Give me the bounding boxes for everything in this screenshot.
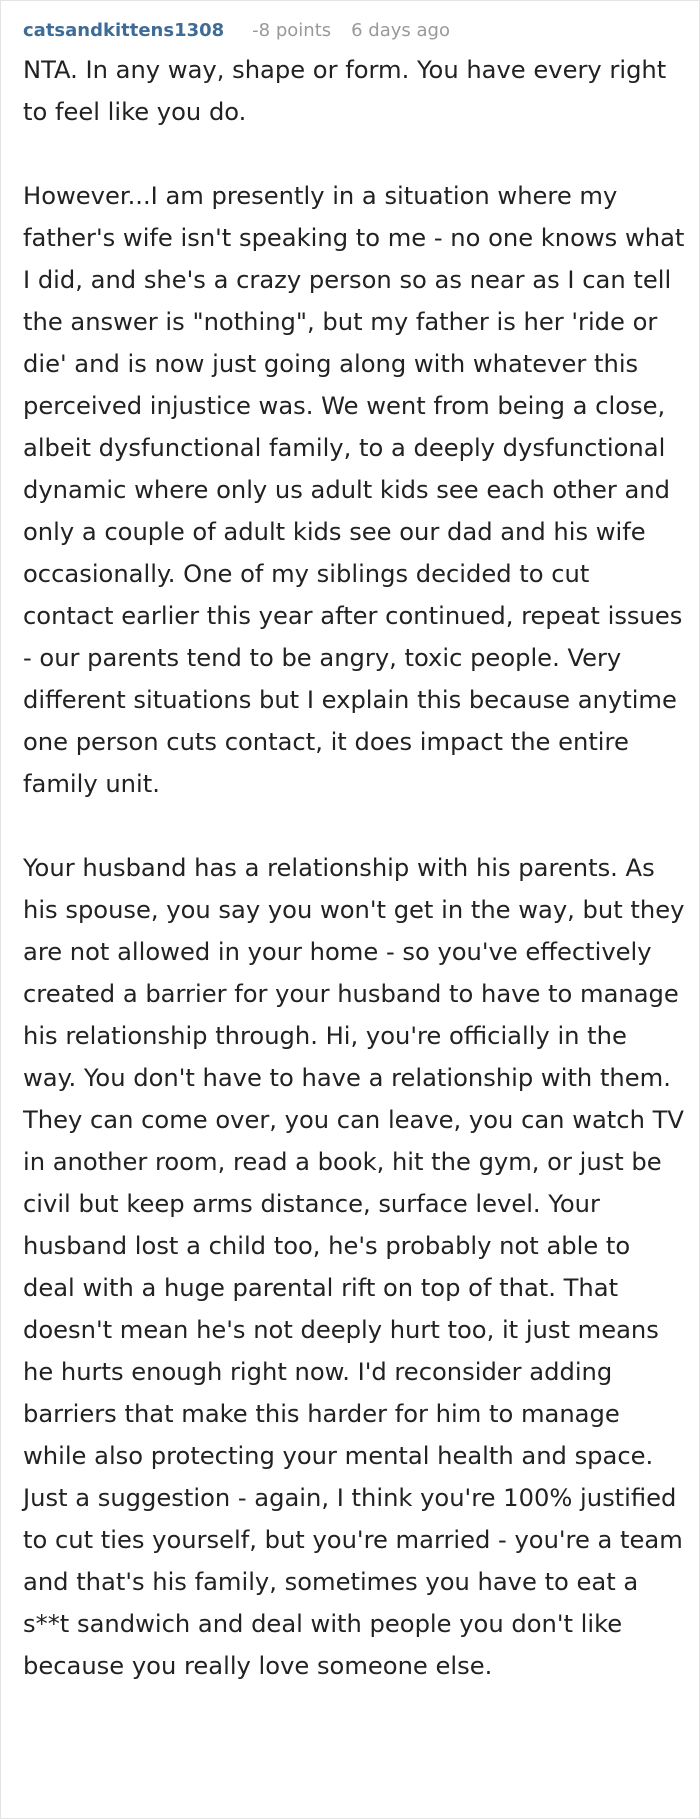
- comment-points: -8 points: [252, 20, 332, 41]
- comment-timestamp: 6 days ago: [351, 20, 450, 41]
- comment-paragraph-2: However...I am presently in a situation where my father's wife isn't speaking to me - no one knows what I did, and she's a crazy person so as near as I can tell the answer is "nothing", but my father is her 'ride or die' and is now just going along with whatever this perceived injustice was. We went from being a close, albeit dysfunctional family, to a deeply dysfunctional dynamic where only us adult kids see each other and only a couple of adult kids see our dad and his wife occasionally. One of my siblings decided to cut contact earlier this year after continued, repeat issues - our parents tend to be angry, toxic people. Very different situations but I explain this because anytime one person cuts contact, it does impact the entire family unit.: [23, 182, 685, 798]
- comment-body: [23, 49, 687, 1687]
- comment-paragraph-1: NTA. In any way, shape or form. You have every right to feel like you do.: [23, 56, 667, 126]
- comment-meta: [23, 19, 450, 43]
- comment-author-link[interactable]: catsandkittens1308: [23, 20, 225, 41]
- comment-paragraph-3: Your husband has a relationship with his parents. As his spouse, you say you won't get in the way, but they are not allowed in your home - so you've effectively created a barrier for your husband to have to manage his relationship through. Hi, you're officially in the way. You don't have to have a relationship with them. They can come over, you can leave, you can watch TV in another room, read a book, hit the gym, or just be civil but keep arms distance, surface level. Your husband lost a child too, he's probably not able to deal with a huge parental rift on top of that. That doesn't mean he's not deeply hurt too, it just means he hurts enough right now. I'd reconsider adding barriers that make this harder for him to manage while also protecting your mental health and space. Just a suggestion - again, I think you're 100% justified to cut ties yourself, but you're married - you're a team and that's his family, sometimes you have to eat a s**t sandwich and deal with people you don't like because you really love someone else.: [23, 854, 685, 1680]
